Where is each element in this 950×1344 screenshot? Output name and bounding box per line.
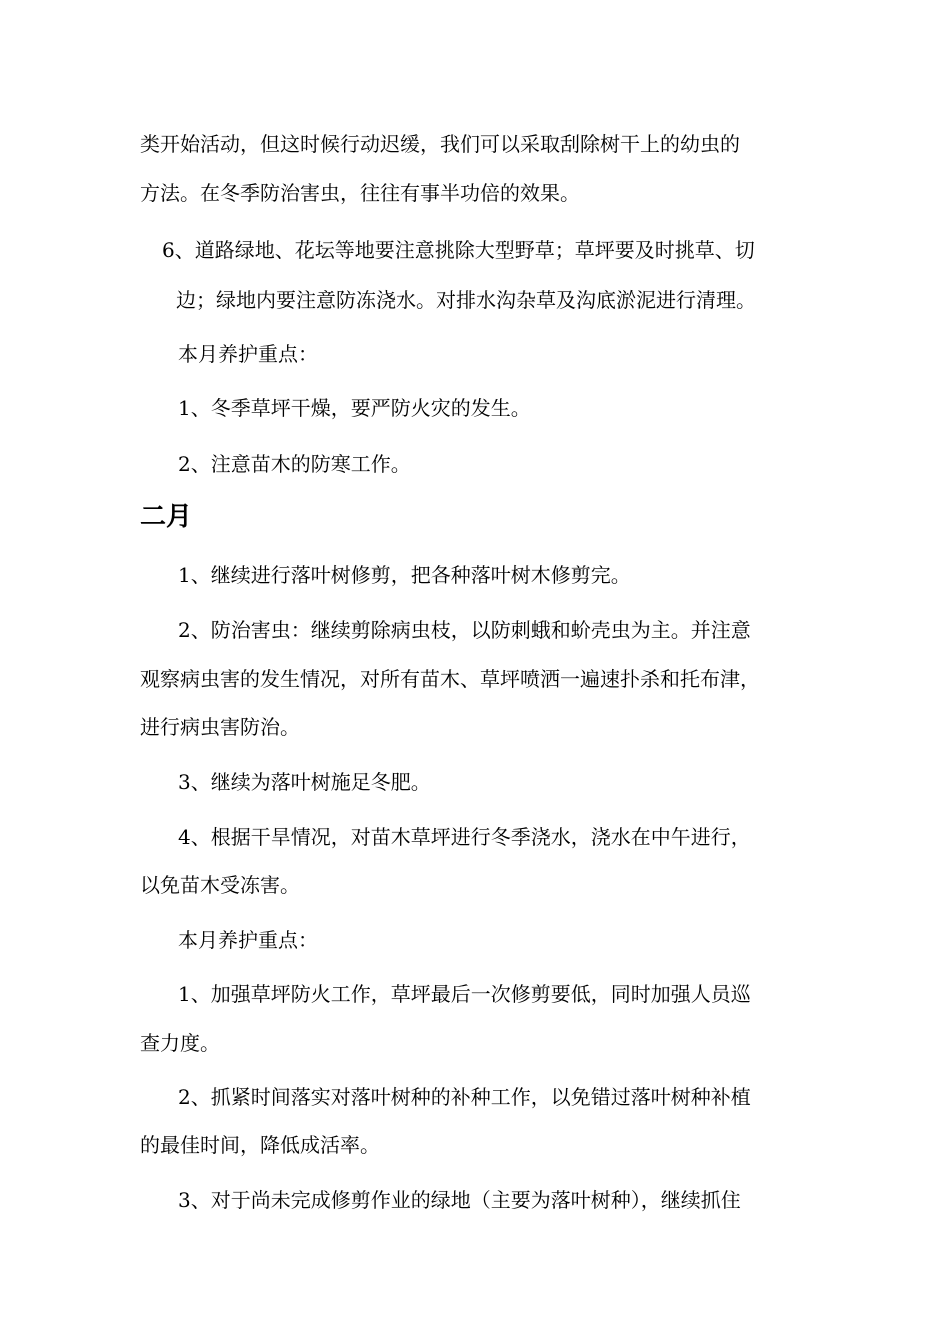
feb-item-2-line2: 观察病虫害的发生情况，对所有苗木、草坪喷洒一遍速扑杀和托布津， — [140, 667, 760, 691]
feb-item-1: 1、继续进行落叶树修剪，把各种落叶树木修剪完。 — [178, 563, 631, 587]
focus-jan-1: 1、冬季草坪干燥，要严防火灾的发生。 — [178, 396, 531, 420]
paragraph-item6-line1: 6、道路绿地、花坛等地要注意挑除大型野草；草坪要及时挑草、切 — [162, 238, 755, 262]
feb-item-4-line2: 以免苗木受冻害。 — [140, 873, 300, 897]
feb-item-4-line1: 4、根据干旱情况，对苗木草坪进行冬季浇水，浇水在中午进行， — [178, 825, 751, 849]
feb-item-3: 3、继续为落叶树施足冬肥。 — [178, 770, 431, 794]
paragraph-pest-line2: 方法。在冬季防治害虫，往往有事半功倍的效果。 — [140, 181, 580, 205]
focus-feb-2-line2: 的最佳时间，降低成活率。 — [140, 1133, 380, 1157]
focus-feb-1-line2: 查力度。 — [140, 1031, 220, 1055]
focus-title-jan: 本月养护重点： — [178, 342, 318, 366]
focus-feb-1-line1: 1、加强草坪防火工作，草坪最后一次修剪要低，同时加强人员巡 — [178, 982, 751, 1006]
feb-item-2-line1: 2、防治害虫：继续剪除病虫枝，以防刺蛾和蚧壳虫为主。并注意 — [178, 618, 751, 642]
focus-feb-2-line1: 2、抓紧时间落实对落叶树种的补种工作，以免错过落叶树种补植 — [178, 1085, 751, 1109]
section-heading-february: 二月 — [140, 502, 193, 532]
focus-title-feb: 本月养护重点： — [178, 928, 318, 952]
paragraph-item6-line2: 边；绿地内要注意防冻浇水。对排水沟杂草及沟底淤泥进行清理。 — [176, 288, 756, 312]
paragraph-pest-line1: 类开始活动，但这时候行动迟缓，我们可以采取刮除树干上的幼虫的 — [140, 132, 740, 156]
feb-item-2-line3: 进行病虫害防治。 — [140, 715, 300, 739]
focus-jan-2: 2、注意苗木的防寒工作。 — [178, 452, 411, 476]
focus-feb-3-line1: 3、对于尚未完成修剪作业的绿地（主要为落叶树种），继续抓住 — [178, 1188, 741, 1212]
